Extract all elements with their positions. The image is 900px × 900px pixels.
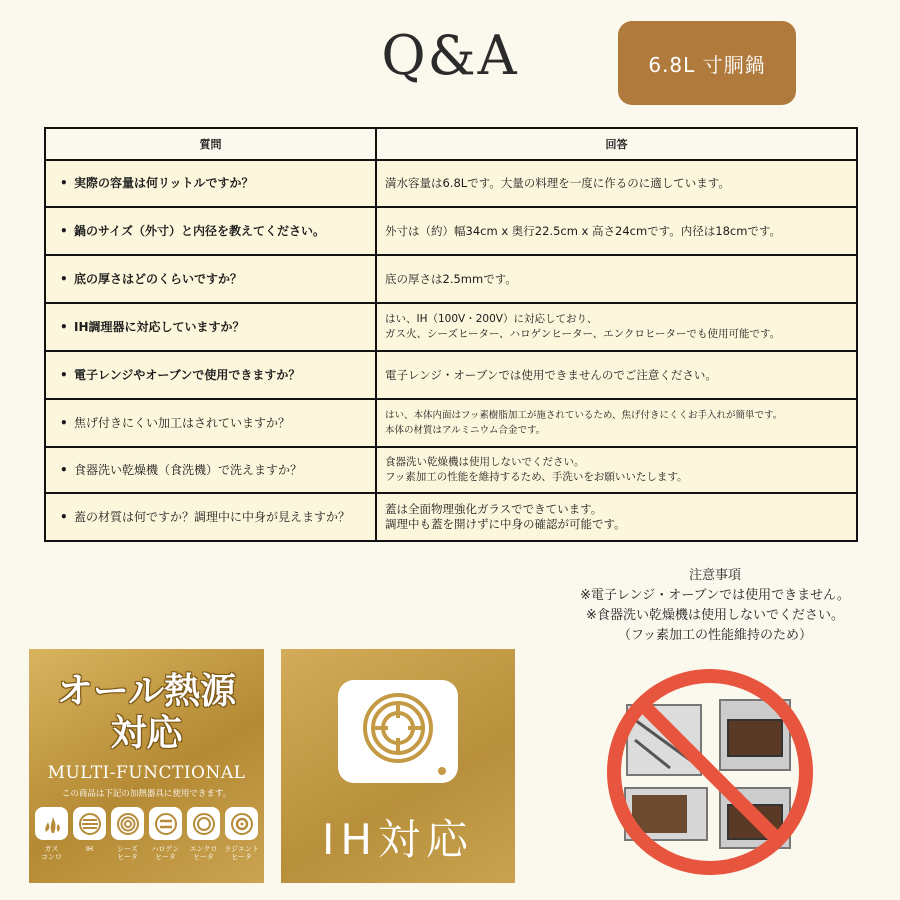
table-row bbox=[45, 255, 857, 303]
column-header-question: 質問 bbox=[45, 128, 376, 160]
ih-cooktop-icon bbox=[338, 680, 458, 783]
page-title: Q&A bbox=[381, 24, 519, 87]
heat-source-item: ラジエント ヒータ bbox=[224, 807, 259, 861]
ih-compatible-panel bbox=[281, 649, 515, 883]
prohibited-appliances-icon bbox=[600, 660, 820, 880]
caution-notice bbox=[550, 566, 880, 646]
question-cell: • 実際の容量は何リットルですか？ bbox=[45, 160, 376, 207]
answer-cell: はい、IH（100V・200V）に対応しており、 ガス火、シーズヒーター、ハロゲンヒーター、エンクロヒーターでも使用可能です。 bbox=[376, 303, 857, 351]
table-row bbox=[45, 303, 857, 351]
panel-note: この商品は下記の加熱器具に使用できます。 bbox=[61, 789, 232, 799]
question-cell: • 鍋のサイズ（外寸）と内径を教えてください。 bbox=[45, 207, 376, 255]
caution-title: 注意事項 bbox=[688, 568, 741, 583]
table-row bbox=[45, 207, 857, 255]
heat-source-item: IH bbox=[72, 807, 107, 861]
heat-source-item: シーズ ヒータ bbox=[110, 807, 145, 861]
ih-coil-icon bbox=[73, 807, 106, 840]
heat-source-item: エンクロ ヒータ bbox=[186, 807, 221, 861]
table-row bbox=[45, 351, 857, 399]
panel-headline: オール熱源 対応 bbox=[56, 671, 237, 754]
question-cell: • IH調理器に対応していますか？ bbox=[45, 303, 376, 351]
gas-flame-icon bbox=[35, 807, 68, 840]
qa-table bbox=[44, 127, 858, 542]
answer-cell: はい、本体内面はフッ素樹脂加工が施されているため、焦げ付きにくくお手入れが簡単です。 本体の材質はアルミニウム合金です。 bbox=[376, 399, 857, 447]
caution-line: ※電子レンジ・オーブンでは使用できません。 bbox=[580, 588, 850, 603]
answer-cell: 満水容量は6.8Lです。大量の料理を一度に作るのに適しています。 bbox=[376, 160, 857, 207]
table-row bbox=[45, 160, 857, 207]
answer-cell: 食器洗い乾燥機は使用しないでください。 フッ素加工の性能を維持するため、手洗いをお願いいたします。 bbox=[376, 447, 857, 493]
table-row bbox=[45, 399, 857, 447]
heat-source-item: ハロゲン ヒータ bbox=[148, 807, 183, 861]
radiant-heater-icon bbox=[225, 807, 258, 840]
question-cell: • 電子レンジやオーブンで使用できますか？ bbox=[45, 351, 376, 399]
question-cell: • 焦げ付きにくい加工はされていますか？ bbox=[45, 399, 376, 447]
answer-cell: 底の厚さは2.5mmです。 bbox=[376, 255, 857, 303]
question-cell: • 食器洗い乾燥機（食洗機）で洗えますか？ bbox=[45, 447, 376, 493]
caution-line: （フッ素加工の性能維持のため） bbox=[617, 628, 813, 643]
sheathed-heater-icon bbox=[111, 807, 144, 840]
answer-cell: 蓋は全面物理強化ガラスでできています。 調理中も蓋を開けずに中身の確認が可能です。 bbox=[376, 493, 857, 541]
table-row bbox=[45, 493, 857, 541]
heat-source-item: ガス コンロ bbox=[34, 807, 69, 861]
panel-subtitle: MULTI-FUNCTIONAL bbox=[47, 763, 246, 783]
product-badge: 6.8L 寸胴鍋 bbox=[618, 21, 796, 105]
table-row bbox=[45, 447, 857, 493]
multi-heat-source-panel bbox=[29, 649, 264, 883]
answer-cell: 外寸は（約）幅34cm x 奥行22.5cm x 高さ24cmです。内径は18cmです。 bbox=[376, 207, 857, 255]
question-cell: • 蓋の材質は何ですか？調理中に中身が見えますか？ bbox=[45, 493, 376, 541]
ih-label: IH対応 bbox=[322, 815, 474, 864]
caution-line: ※食器洗い乾燥機は使用しないでください。 bbox=[586, 608, 844, 623]
question-cell: • 底の厚さはどのくらいですか？ bbox=[45, 255, 376, 303]
column-header-answer: 回答 bbox=[376, 128, 857, 160]
answer-cell: 電子レンジ・オーブンでは使用できませんのでご注意ください。 bbox=[376, 351, 857, 399]
halogen-heater-icon bbox=[149, 807, 182, 840]
table-header-row bbox=[45, 128, 857, 160]
encro-heater-icon bbox=[187, 807, 220, 840]
heat-source-icons bbox=[29, 807, 264, 861]
